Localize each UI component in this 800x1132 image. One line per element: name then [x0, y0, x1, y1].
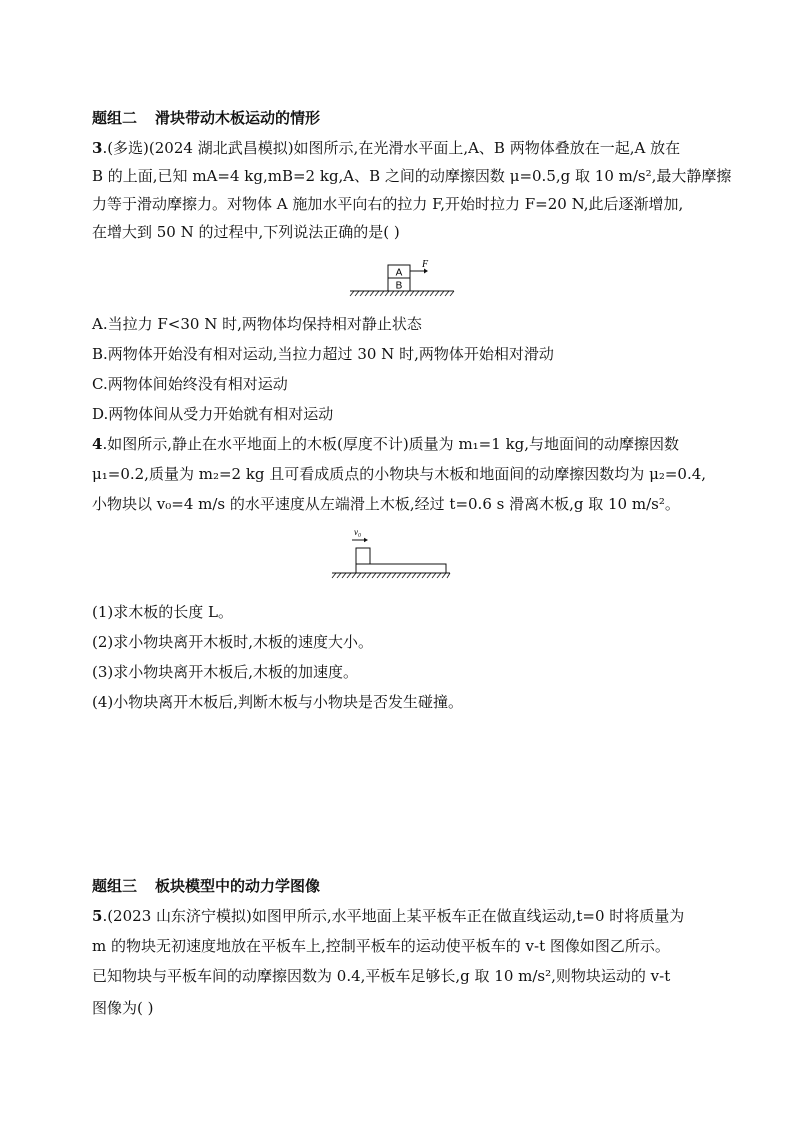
q4-sub-1: (1)求木板的长度 L。 — [92, 603, 233, 621]
ground-hatch — [350, 291, 454, 296]
q5-line-3: 已知物块与平板车间的动摩擦因数为 0.4,平板车足够长,g 取 10 m/s²,则物块运动的 v-t — [92, 967, 671, 985]
force-label: F — [422, 259, 429, 270]
group2-heading — [92, 108, 320, 128]
q3-number: 3 — [92, 139, 103, 157]
wooden-board — [356, 564, 446, 573]
q3-block-figure — [348, 256, 458, 298]
q4-sub-4: (4)小物块离开木板后,判断木板与小物块是否发生碰撞。 — [92, 693, 464, 711]
q5-line-1: 5.(2023 山东济宁模拟)如图甲所示,水平地面上某平板车正在做直线运动,t=0 时将质量为 — [92, 907, 685, 925]
q3-line-4: 在增大到 50 N 的过程中,下列说法正确的是( ) — [92, 223, 400, 241]
group2-title: 滑块带动木板运动的情形 — [155, 109, 321, 127]
group2-label: 题组二 — [92, 109, 138, 127]
q4-sub-2: (2)求小物块离开木板时,木板的速度大小。 — [92, 633, 374, 651]
q5-number: 5 — [92, 907, 103, 925]
q3-line-2: B 的上面,已知 mA=4 kg,mB=2 kg,A、B 之间的动摩擦因数 μ=0.5,g 取 10 m/s²,最大静摩擦 — [92, 167, 732, 185]
q5-line-2: m 的物块无初速度地放在平板车上,控制平板车的运动使平板车的 v-t 图像如图乙所示。 — [92, 937, 670, 955]
q3-option-b: B.两物体开始没有相对运动,当拉力超过 30 N 时,两物体开始相对滑动 — [92, 345, 554, 363]
group3-label: 题组三 — [92, 877, 138, 895]
q4-line-2: μ₁=0.2,质量为 m₂=2 kg 且可看成质点的小物块与木板和地面间的动摩擦因数均为 μ₂=0.4, — [92, 465, 707, 483]
velocity-arrowhead — [364, 538, 368, 542]
q4-line-1: 4.如图所示,静止在水平地面上的木板(厚度不计)质量为 m₁=1 kg,与地面间的动摩擦因数 — [92, 435, 680, 453]
group3-heading — [92, 876, 320, 896]
q3-option-d: D.两物体间从受力开始就有相对运动 — [92, 405, 334, 423]
q4-board-figure — [330, 524, 454, 580]
velocity-label: v₀ — [354, 527, 362, 537]
q5-line-4: 图像为( ) — [92, 999, 154, 1017]
small-block — [356, 548, 370, 564]
group3-title: 板块模型中的动力学图像 — [155, 877, 321, 895]
q4-line-3: 小物块以 v₀=4 m/s 的水平速度从左端滑上木板,经过 t=0.6 s 滑离木板,g 取 10 m/s²。 — [92, 495, 680, 513]
q4-sub-3: (3)求小物块离开木板后,木板的加速度。 — [92, 663, 359, 681]
q3-line-3: 力等于滑动摩擦力。对物体 A 施加水平向右的拉力 F,开始时拉力 F=20 N,此后逐渐增加, — [92, 195, 684, 213]
q4-number: 4 — [92, 435, 103, 453]
q3-option-c: C.两物体间始终没有相对运动 — [92, 375, 288, 393]
block-a-label: A — [395, 267, 403, 279]
block-b-label: B — [395, 280, 403, 292]
q3-line-1: 3.(多选)(2024 湖北武昌模拟)如图所示,在光滑水平面上,A、B 两物体叠放在一起,A 放在 — [92, 139, 681, 157]
q3-option-a: A.当拉力 F<30 N 时,两物体均保持相对静止状态 — [92, 315, 422, 333]
ground-hatch — [332, 573, 450, 578]
